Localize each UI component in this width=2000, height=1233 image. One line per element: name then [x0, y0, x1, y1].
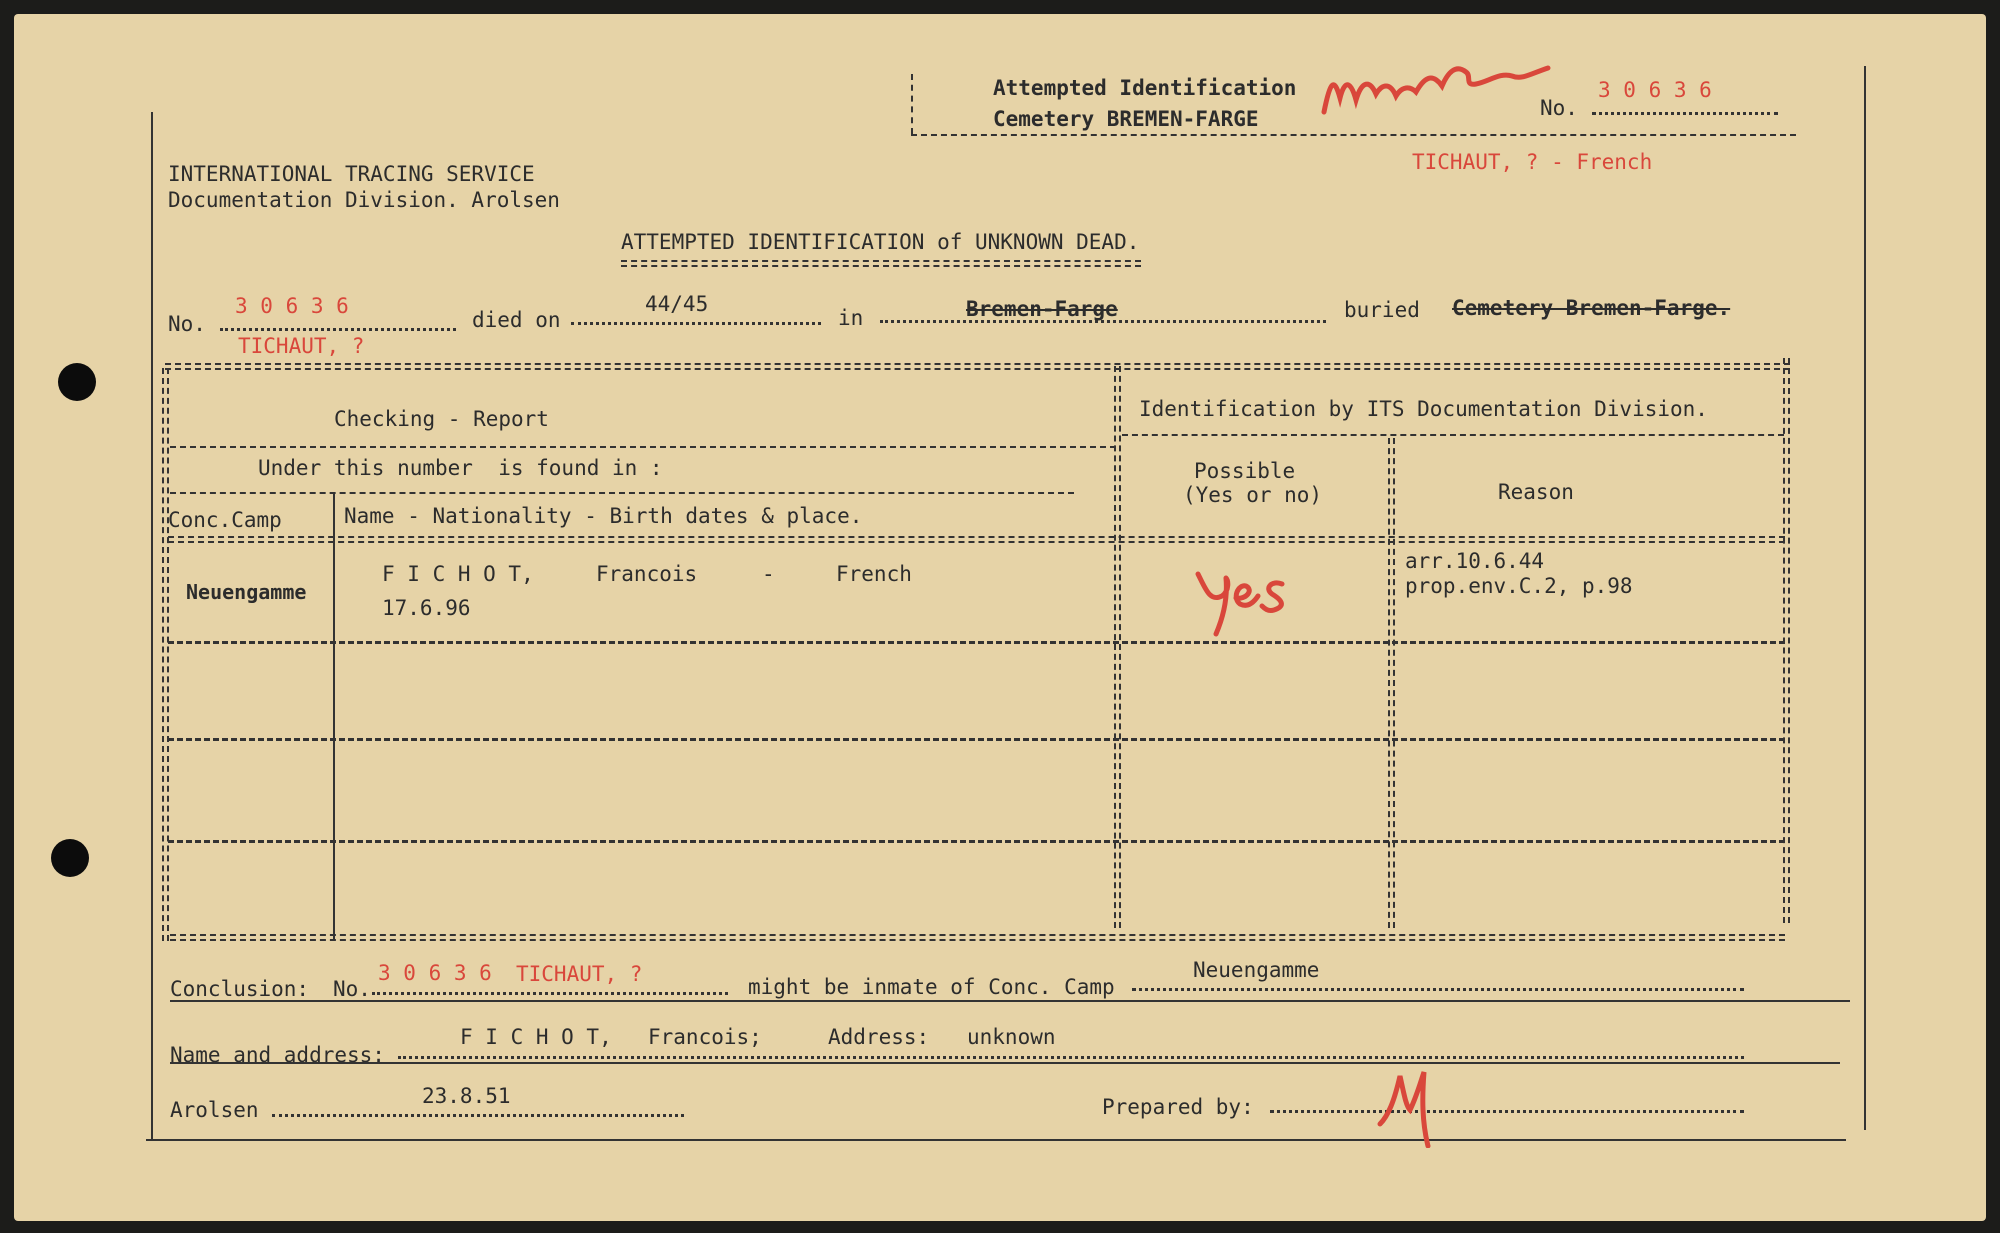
footer-place: Arolsen: [170, 1098, 259, 1122]
footer-date-dots: [272, 1114, 684, 1117]
col-header-camp: Conc.Camp: [168, 508, 282, 532]
header-no-label: No.: [1540, 96, 1578, 120]
header-box-line2: Cemetery BREMEN-FARGE: [993, 107, 1259, 131]
name-address-address-value: unknown: [967, 1025, 1056, 1049]
conclusion-no-value: 3 0 6 3 6: [378, 961, 492, 985]
table-mid-divider: [1114, 366, 1121, 928]
col-header-possible-2: (Yes or no): [1183, 483, 1323, 507]
row1-camp: Neuengamme: [186, 580, 307, 604]
org-division: Documentation Division. Arolsen: [168, 188, 560, 212]
table-row-rule-1: [168, 641, 1785, 644]
row1-dash: -: [762, 562, 775, 586]
name-address-rule: [170, 1062, 1840, 1064]
row1-firstname: Francois: [596, 562, 698, 586]
footer-date: 23.8.51: [422, 1084, 511, 1108]
header-box-left: [911, 74, 913, 134]
record-buried-value: Cemetery Bremen-Farge.: [1452, 296, 1731, 320]
table-camp-divider: [333, 493, 335, 940]
footer-prepared-dots: [1270, 1110, 1744, 1113]
col-header-possible-1: Possible: [1194, 459, 1296, 483]
name-address-address-label: Address:: [828, 1025, 930, 1049]
table-row-rule-3: [168, 840, 1785, 843]
found-in-heading: Under this number is found in :: [258, 456, 663, 480]
conclusion-name: TICHAUT, ?: [516, 962, 643, 986]
row1-possible-handwritten: [1192, 550, 1312, 640]
conclusion-rule: [170, 1000, 1850, 1002]
col-header-reason: Reason: [1498, 480, 1574, 504]
header-box-line1: Attempted Identification: [993, 76, 1297, 100]
table-reason-divider: [1388, 438, 1395, 928]
handwritten-made: [1316, 42, 1566, 122]
card-right-border: [1864, 66, 1866, 1130]
header-no-value: 3 0 6 3 6: [1598, 78, 1712, 102]
record-no-value: 3 0 6 3 6: [235, 294, 349, 318]
conclusion-label: Conclusion:: [170, 977, 310, 1001]
record-no-label: No.: [168, 312, 206, 336]
form-title: ATTEMPTED IDENTIFICATION of UNKNOWN DEAD.: [621, 230, 1140, 254]
footer-initials-handwritten: [1376, 1058, 1456, 1148]
col-header-name: Name - Nationality - Birth dates & place.: [344, 504, 863, 528]
row1-reason-1: arr.10.6.44: [1405, 549, 1545, 573]
conclusion-might-be: might be inmate of Conc. Camp: [748, 975, 1115, 999]
footer-prepared-label: Prepared by:: [1102, 1095, 1254, 1119]
name-address-firstname: Francois;: [648, 1025, 762, 1049]
row1-name: F I C H O T,: [382, 562, 534, 586]
table-subheader-rule-left: [170, 446, 1116, 448]
conclusion-no-dots: [372, 992, 728, 995]
name-address-name: F I C H O T,: [460, 1025, 612, 1049]
table-header-bottom-rule: [168, 536, 1785, 543]
conclusion-no-label: No.: [333, 977, 371, 1001]
record-died-label: died on: [472, 308, 561, 332]
record-died-dots: [571, 322, 821, 325]
record-died-value: 44/45: [645, 292, 709, 316]
conclusion-camp: Neuengamme: [1193, 958, 1320, 982]
header-box-bottom: [911, 134, 1796, 136]
conclusion-camp-dots: [1132, 988, 1744, 991]
identification-heading: Identification by ITS Documentation Division.: [1139, 397, 1708, 421]
name-address-label: Name and address:: [170, 1043, 385, 1067]
table-left-border: [162, 368, 169, 941]
table-subheader-rule-right: [1122, 434, 1784, 436]
checking-report-heading: Checking - Report: [334, 407, 549, 431]
record-no-dots: [220, 328, 456, 331]
name-address-dots: [398, 1056, 1744, 1059]
title-underline: [621, 260, 1141, 267]
header-name-stamp: TICHAUT, ? - French: [1412, 150, 1653, 174]
org-name: INTERNATIONAL TRACING SERVICE: [168, 162, 535, 186]
row1-birth: 17.6.96: [382, 596, 471, 620]
row1-nationality: French: [836, 562, 912, 586]
table-row-rule-2: [168, 738, 1785, 741]
header-no-dots: [1592, 112, 1778, 115]
table-bottom-border: [170, 934, 1785, 941]
punch-hole-bottom: [51, 839, 89, 877]
record-in-value: Bremen-Farge: [966, 297, 1118, 321]
punch-hole-top: [58, 363, 96, 401]
record-buried-label: buried: [1344, 298, 1420, 322]
card-bottom-border: [146, 1139, 1846, 1141]
record-name: TICHAUT, ?: [238, 334, 365, 358]
table-found-rule: [170, 492, 1074, 494]
row1-reason-2: prop.env.C.2, p.98: [1405, 574, 1633, 598]
table-top-border: [165, 363, 1790, 370]
record-in-label: in: [838, 306, 864, 330]
card-left-border: [151, 112, 153, 1140]
